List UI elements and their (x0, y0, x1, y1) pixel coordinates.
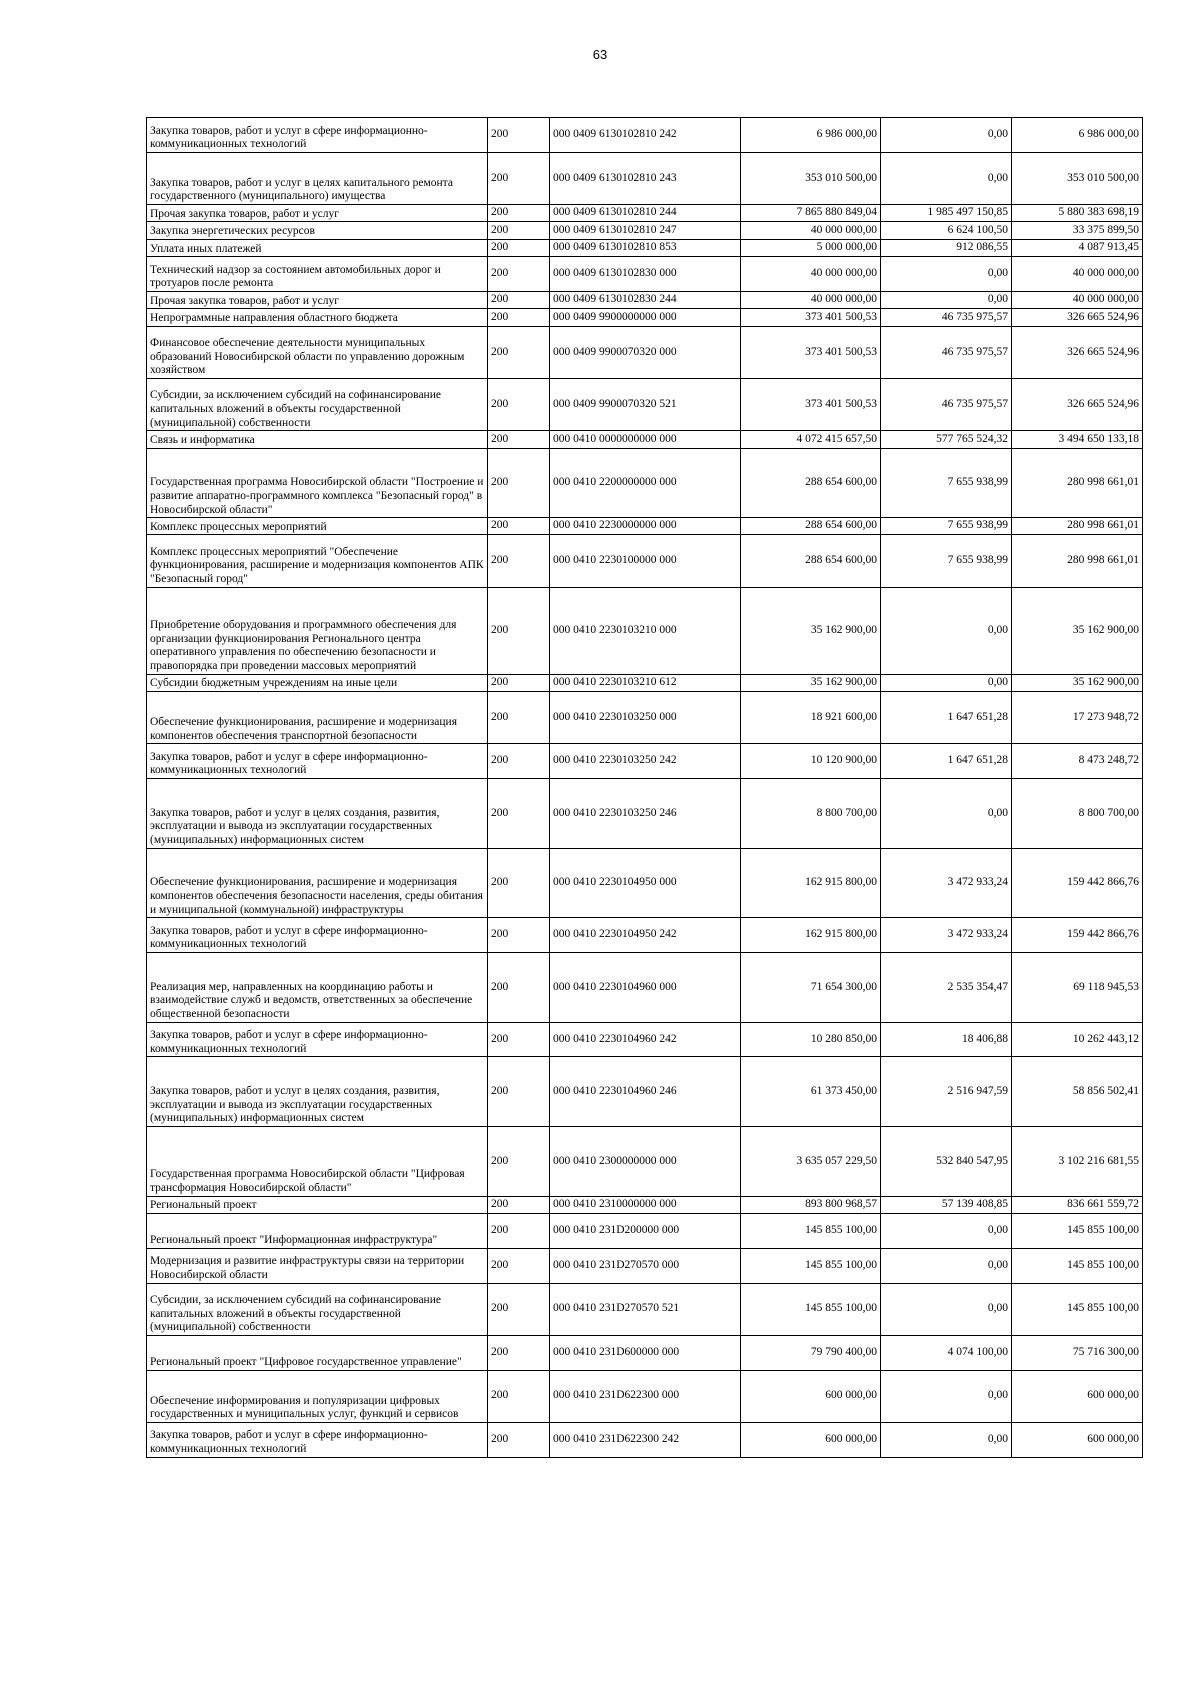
table-row (147, 378, 1143, 430)
row-remaining-cell: 3 102 216 681,55 (1012, 1127, 1143, 1197)
row-executed-cell: 3 472 933,24 (881, 918, 1012, 953)
row-approved-cell: 353 010 500,00 (741, 152, 881, 204)
table-row (147, 326, 1143, 378)
row-admin-code-cell: 200 (488, 118, 550, 153)
row-executed-cell: 1 647 651,28 (881, 692, 1012, 744)
table-row (147, 1022, 1143, 1057)
row-approved-cell: 373 401 500,53 (741, 378, 881, 430)
row-executed-cell: 0,00 (881, 1422, 1012, 1457)
row-remaining-cell: 3 494 650 133,18 (1012, 431, 1143, 448)
row-admin-code-cell: 200 (488, 953, 550, 1023)
row-admin-code-cell: 200 (488, 1214, 550, 1249)
row-approved-cell: 288 654 600,00 (741, 518, 881, 535)
row-remaining-cell: 326 665 524,96 (1012, 309, 1143, 326)
row-executed-cell: 2 535 354,47 (881, 953, 1012, 1023)
row-executed-cell: 3 472 933,24 (881, 848, 1012, 918)
row-remaining-cell: 326 665 524,96 (1012, 326, 1143, 378)
row-budget-code-cell: 000 0410 2230104960 000 (550, 953, 741, 1023)
row-name-cell: Обеспечение функционирования, расширение и модернизация компонентов обеспечения безопасности населения, среды обитания и муниципальной (коммунальной) инфраструктуры (147, 848, 488, 918)
row-budget-code-cell: 000 0410 231D270570 521 (550, 1283, 741, 1335)
row-remaining-cell: 33 375 899,50 (1012, 222, 1143, 239)
row-budget-code-cell: 000 0409 6130102810 853 (550, 239, 741, 256)
row-budget-code-cell: 000 0410 2310000000 000 (550, 1196, 741, 1213)
row-executed-cell: 2 516 947,59 (881, 1057, 1012, 1127)
row-executed-cell: 7 655 938,99 (881, 518, 1012, 535)
row-remaining-cell: 40 000 000,00 (1012, 257, 1143, 292)
row-admin-code-cell: 200 (488, 1196, 550, 1213)
row-executed-cell: 0,00 (881, 118, 1012, 153)
row-approved-cell: 600 000,00 (741, 1370, 881, 1422)
row-admin-code-cell: 200 (488, 152, 550, 204)
row-name-cell: Субсидии бюджетным учреждениям на иные цели (147, 674, 488, 691)
row-admin-code-cell: 200 (488, 291, 550, 308)
row-remaining-cell: 326 665 524,96 (1012, 378, 1143, 430)
row-admin-code-cell: 200 (488, 204, 550, 221)
row-executed-cell: 532 840 547,95 (881, 1127, 1012, 1197)
row-remaining-cell: 600 000,00 (1012, 1370, 1143, 1422)
row-name-cell: Закупка товаров, работ и услуг в сфере информационно-коммуникационных технологий (147, 1022, 488, 1057)
row-approved-cell: 35 162 900,00 (741, 587, 881, 674)
row-executed-cell: 0,00 (881, 1283, 1012, 1335)
table-row (147, 953, 1143, 1023)
row-budget-code-cell: 000 0410 231D270570 000 (550, 1248, 741, 1283)
table-row (147, 431, 1143, 448)
table-row (147, 1057, 1143, 1127)
row-name-cell: Закупка энергетических ресурсов (147, 222, 488, 239)
row-admin-code-cell: 200 (488, 1127, 550, 1197)
row-name-cell: Прочая закупка товаров, работ и услуг (147, 291, 488, 308)
row-name-cell: Финансовое обеспечение деятельности муниципальных образований Новосибирской области по управлению дорожным хозяйством (147, 326, 488, 378)
table-row (147, 1196, 1143, 1213)
row-approved-cell: 35 162 900,00 (741, 674, 881, 691)
row-name-cell: Технический надзор за состоянием автомобильных дорог и тротуаров после ремонта (147, 257, 488, 292)
row-budget-code-cell: 000 0410 2230103250 000 (550, 692, 741, 744)
row-admin-code-cell: 200 (488, 431, 550, 448)
row-budget-code-cell: 000 0410 231D200000 000 (550, 1214, 741, 1249)
row-admin-code-cell: 200 (488, 257, 550, 292)
row-budget-code-cell: 000 0409 9900070320 000 (550, 326, 741, 378)
row-budget-code-cell: 000 0410 2230103250 242 (550, 744, 741, 779)
row-budget-code-cell: 000 0410 0000000000 000 (550, 431, 741, 448)
row-remaining-cell: 836 661 559,72 (1012, 1196, 1143, 1213)
row-executed-cell: 912 086,55 (881, 239, 1012, 256)
row-admin-code-cell: 200 (488, 1248, 550, 1283)
row-remaining-cell: 4 087 913,45 (1012, 239, 1143, 256)
row-budget-code-cell: 000 0409 6130102810 243 (550, 152, 741, 204)
row-name-cell: Приобретение оборудования и программного обеспечения для организации функционирования Регионального центра оперативного управления по обеспечению безопасности и правопорядка при проведении массовых мероприятий (147, 587, 488, 674)
row-remaining-cell: 6 986 000,00 (1012, 118, 1143, 153)
row-budget-code-cell: 000 0409 6130102830 000 (550, 257, 741, 292)
row-budget-code-cell: 000 0410 2230104950 242 (550, 918, 741, 953)
row-executed-cell: 4 074 100,00 (881, 1335, 1012, 1370)
row-remaining-cell: 280 998 661,01 (1012, 518, 1143, 535)
row-remaining-cell: 8 800 700,00 (1012, 779, 1143, 849)
row-name-cell: Закупка товаров, работ и услуг в целях капитального ремонта государственного (муниципального) имущества (147, 152, 488, 204)
budget-table (146, 117, 1143, 1458)
row-remaining-cell: 600 000,00 (1012, 1422, 1143, 1457)
row-executed-cell: 0,00 (881, 257, 1012, 292)
row-budget-code-cell: 000 0410 231D622300 242 (550, 1422, 741, 1457)
row-name-cell: Государственная программа Новосибирской области "Цифровая трансформация Новосибирской области" (147, 1127, 488, 1197)
table-row (147, 518, 1143, 535)
table-row (147, 848, 1143, 918)
row-admin-code-cell: 200 (488, 1057, 550, 1127)
row-name-cell: Модернизация и развитие инфраструктуры связи на территории Новосибирской области (147, 1248, 488, 1283)
row-approved-cell: 893 800 968,57 (741, 1196, 881, 1213)
row-admin-code-cell: 200 (488, 779, 550, 849)
table-row (147, 587, 1143, 674)
row-approved-cell: 18 921 600,00 (741, 692, 881, 744)
row-remaining-cell: 159 442 866,76 (1012, 918, 1143, 953)
row-executed-cell: 57 139 408,85 (881, 1196, 1012, 1213)
row-remaining-cell: 280 998 661,01 (1012, 535, 1143, 587)
row-name-cell: Закупка товаров, работ и услуг в сфере информационно-коммуникационных технологий (147, 918, 488, 953)
row-approved-cell: 600 000,00 (741, 1422, 881, 1457)
row-admin-code-cell: 200 (488, 535, 550, 587)
row-name-cell: Региональный проект "Информационная инфраструктура" (147, 1214, 488, 1249)
row-name-cell: Закупка товаров, работ и услуг в сфере информационно-коммуникационных технологий (147, 1422, 488, 1457)
row-budget-code-cell: 000 0410 2230103210 000 (550, 587, 741, 674)
page-number: 63 (592, 47, 608, 62)
row-approved-cell: 373 401 500,53 (741, 309, 881, 326)
row-admin-code-cell: 200 (488, 222, 550, 239)
table-row (147, 1214, 1143, 1249)
table-row (147, 448, 1143, 518)
row-remaining-cell: 17 273 948,72 (1012, 692, 1143, 744)
row-name-cell: Субсидии, за исключением субсидий на софинансирование капитальных вложений в объекты государственной (муниципальной) собственности (147, 1283, 488, 1335)
table-row (147, 744, 1143, 779)
row-admin-code-cell: 200 (488, 744, 550, 779)
row-remaining-cell: 145 855 100,00 (1012, 1283, 1143, 1335)
row-approved-cell: 145 855 100,00 (741, 1283, 881, 1335)
row-admin-code-cell: 200 (488, 692, 550, 744)
row-approved-cell: 10 280 850,00 (741, 1022, 881, 1057)
table-row (147, 918, 1143, 953)
table-row (147, 204, 1143, 221)
row-remaining-cell: 145 855 100,00 (1012, 1214, 1143, 1249)
row-budget-code-cell: 000 0410 2230104960 246 (550, 1057, 741, 1127)
row-admin-code-cell: 200 (488, 448, 550, 518)
row-name-cell: Непрограммные направления областного бюджета (147, 309, 488, 326)
row-remaining-cell: 35 162 900,00 (1012, 674, 1143, 691)
row-executed-cell: 1 985 497 150,85 (881, 204, 1012, 221)
row-executed-cell: 0,00 (881, 779, 1012, 849)
row-approved-cell: 40 000 000,00 (741, 257, 881, 292)
row-admin-code-cell: 200 (488, 309, 550, 326)
row-executed-cell: 6 624 100,50 (881, 222, 1012, 239)
table-row (147, 1335, 1143, 1370)
row-remaining-cell: 75 716 300,00 (1012, 1335, 1143, 1370)
row-approved-cell: 40 000 000,00 (741, 291, 881, 308)
row-name-cell: Закупка товаров, работ и услуг в сфере информационно-коммуникационных технологий (147, 118, 488, 153)
row-executed-cell: 7 655 938,99 (881, 535, 1012, 587)
row-approved-cell: 162 915 800,00 (741, 918, 881, 953)
row-budget-code-cell: 000 0410 2200000000 000 (550, 448, 741, 518)
row-executed-cell: 18 406,88 (881, 1022, 1012, 1057)
row-name-cell: Обеспечение функционирования, расширение и модернизация компонентов обеспечения транспортной безопасности (147, 692, 488, 744)
row-name-cell: Прочая закупка товаров, работ и услуг (147, 204, 488, 221)
row-approved-cell: 10 120 900,00 (741, 744, 881, 779)
row-approved-cell: 145 855 100,00 (741, 1214, 881, 1249)
row-executed-cell: 0,00 (881, 1214, 1012, 1249)
row-approved-cell: 162 915 800,00 (741, 848, 881, 918)
row-budget-code-cell: 000 0410 2230000000 000 (550, 518, 741, 535)
row-budget-code-cell: 000 0409 9900000000 000 (550, 309, 741, 326)
row-budget-code-cell: 000 0409 6130102810 247 (550, 222, 741, 239)
row-admin-code-cell: 200 (488, 518, 550, 535)
row-executed-cell: 0,00 (881, 1248, 1012, 1283)
row-budget-code-cell: 000 0409 6130102830 244 (550, 291, 741, 308)
row-admin-code-cell: 200 (488, 378, 550, 430)
table-row (147, 779, 1143, 849)
row-approved-cell: 6 986 000,00 (741, 118, 881, 153)
row-executed-cell: 0,00 (881, 587, 1012, 674)
table-row (147, 1370, 1143, 1422)
table-row (147, 1127, 1143, 1197)
row-executed-cell: 577 765 524,32 (881, 431, 1012, 448)
row-remaining-cell: 280 998 661,01 (1012, 448, 1143, 518)
row-remaining-cell: 69 118 945,53 (1012, 953, 1143, 1023)
row-remaining-cell: 353 010 500,00 (1012, 152, 1143, 204)
row-budget-code-cell: 000 0410 2230104950 000 (550, 848, 741, 918)
table-row (147, 1283, 1143, 1335)
row-executed-cell: 46 735 975,57 (881, 309, 1012, 326)
row-name-cell: Региональный проект "Цифровое государственное управление" (147, 1335, 488, 1370)
row-admin-code-cell: 200 (488, 674, 550, 691)
table-row (147, 692, 1143, 744)
row-budget-code-cell: 000 0409 6130102810 242 (550, 118, 741, 153)
row-approved-cell: 61 373 450,00 (741, 1057, 881, 1127)
row-name-cell: Комплекс процессных мероприятий (147, 518, 488, 535)
row-budget-code-cell: 000 0410 231D622300 000 (550, 1370, 741, 1422)
table-row (147, 239, 1143, 256)
row-budget-code-cell: 000 0410 231D600000 000 (550, 1335, 741, 1370)
row-name-cell: Обеспечение информирования и популяризации цифровых государственных и муниципальных услуг, функций и сервисов (147, 1370, 488, 1422)
row-admin-code-cell: 200 (488, 1283, 550, 1335)
row-admin-code-cell: 200 (488, 326, 550, 378)
row-admin-code-cell: 200 (488, 1335, 550, 1370)
table-row (147, 309, 1143, 326)
row-remaining-cell: 10 262 443,12 (1012, 1022, 1143, 1057)
table-row (147, 1422, 1143, 1457)
row-approved-cell: 145 855 100,00 (741, 1248, 881, 1283)
row-name-cell: Уплата иных платежей (147, 239, 488, 256)
row-name-cell: Субсидии, за исключением субсидий на софинансирование капитальных вложений в объекты государственной (муниципальной) собственности (147, 378, 488, 430)
row-approved-cell: 288 654 600,00 (741, 535, 881, 587)
row-name-cell: Региональный проект (147, 1196, 488, 1213)
table-row (147, 222, 1143, 239)
row-admin-code-cell: 200 (488, 848, 550, 918)
table-row (147, 1248, 1143, 1283)
row-remaining-cell: 5 880 383 698,19 (1012, 204, 1143, 221)
row-executed-cell: 46 735 975,57 (881, 326, 1012, 378)
row-remaining-cell: 8 473 248,72 (1012, 744, 1143, 779)
row-executed-cell: 0,00 (881, 1370, 1012, 1422)
row-budget-code-cell: 000 0410 2230100000 000 (550, 535, 741, 587)
row-budget-code-cell: 000 0410 2230103210 612 (550, 674, 741, 691)
row-remaining-cell: 145 855 100,00 (1012, 1248, 1143, 1283)
row-approved-cell: 79 790 400,00 (741, 1335, 881, 1370)
table-row (147, 291, 1143, 308)
row-budget-code-cell: 000 0410 2230104960 242 (550, 1022, 741, 1057)
row-remaining-cell: 40 000 000,00 (1012, 291, 1143, 308)
row-approved-cell: 40 000 000,00 (741, 222, 881, 239)
row-name-cell: Закупка товаров, работ и услуг в сфере информационно-коммуникационных технологий (147, 744, 488, 779)
row-approved-cell: 373 401 500,53 (741, 326, 881, 378)
row-name-cell: Комплекс процессных мероприятий "Обеспечение функционирования, расширение и модернизация компонентов АПК "Безопасный город" (147, 535, 488, 587)
row-name-cell: Реализация мер, направленных на координацию работы и взаимодействие служб и ведомств, ответственных за обеспечение общественной безопасности (147, 953, 488, 1023)
row-remaining-cell: 159 442 866,76 (1012, 848, 1143, 918)
row-executed-cell: 7 655 938,99 (881, 448, 1012, 518)
row-name-cell: Государственная программа Новосибирской области "Построение и развитие аппаратно-программного комплекса "Безопасный город" в Новосибирской области" (147, 448, 488, 518)
row-budget-code-cell: 000 0409 9900070320 521 (550, 378, 741, 430)
row-admin-code-cell: 200 (488, 1022, 550, 1057)
row-approved-cell: 7 865 880 849,04 (741, 204, 881, 221)
row-approved-cell: 288 654 600,00 (741, 448, 881, 518)
table-row (147, 535, 1143, 587)
row-executed-cell: 0,00 (881, 152, 1012, 204)
row-name-cell: Закупка товаров, работ и услуг в целях создания, развития, эксплуатации и вывода из эксплуатации государственных (муниципальных) информационных систем (147, 779, 488, 849)
row-admin-code-cell: 200 (488, 1422, 550, 1457)
table-row (147, 152, 1143, 204)
table-row (147, 674, 1143, 691)
row-budget-code-cell: 000 0410 2230103250 246 (550, 779, 741, 849)
row-executed-cell: 46 735 975,57 (881, 378, 1012, 430)
row-remaining-cell: 35 162 900,00 (1012, 587, 1143, 674)
row-admin-code-cell: 200 (488, 239, 550, 256)
table-row (147, 118, 1143, 153)
row-admin-code-cell: 200 (488, 587, 550, 674)
row-admin-code-cell: 200 (488, 1370, 550, 1422)
row-admin-code-cell: 200 (488, 918, 550, 953)
row-budget-code-cell: 000 0409 6130102810 244 (550, 204, 741, 221)
row-approved-cell: 71 654 300,00 (741, 953, 881, 1023)
row-executed-cell: 0,00 (881, 674, 1012, 691)
row-executed-cell: 1 647 651,28 (881, 744, 1012, 779)
row-remaining-cell: 58 856 502,41 (1012, 1057, 1143, 1127)
row-approved-cell: 5 000 000,00 (741, 239, 881, 256)
row-executed-cell: 0,00 (881, 291, 1012, 308)
row-approved-cell: 8 800 700,00 (741, 779, 881, 849)
row-name-cell: Связь и информатика (147, 431, 488, 448)
row-name-cell: Закупка товаров, работ и услуг в целях создания, развития, эксплуатации и вывода из эксплуатации государственных (муниципальных) информационных систем (147, 1057, 488, 1127)
row-approved-cell: 3 635 057 229,50 (741, 1127, 881, 1197)
row-budget-code-cell: 000 0410 2300000000 000 (550, 1127, 741, 1197)
table-row (147, 257, 1143, 292)
row-approved-cell: 4 072 415 657,50 (741, 431, 881, 448)
